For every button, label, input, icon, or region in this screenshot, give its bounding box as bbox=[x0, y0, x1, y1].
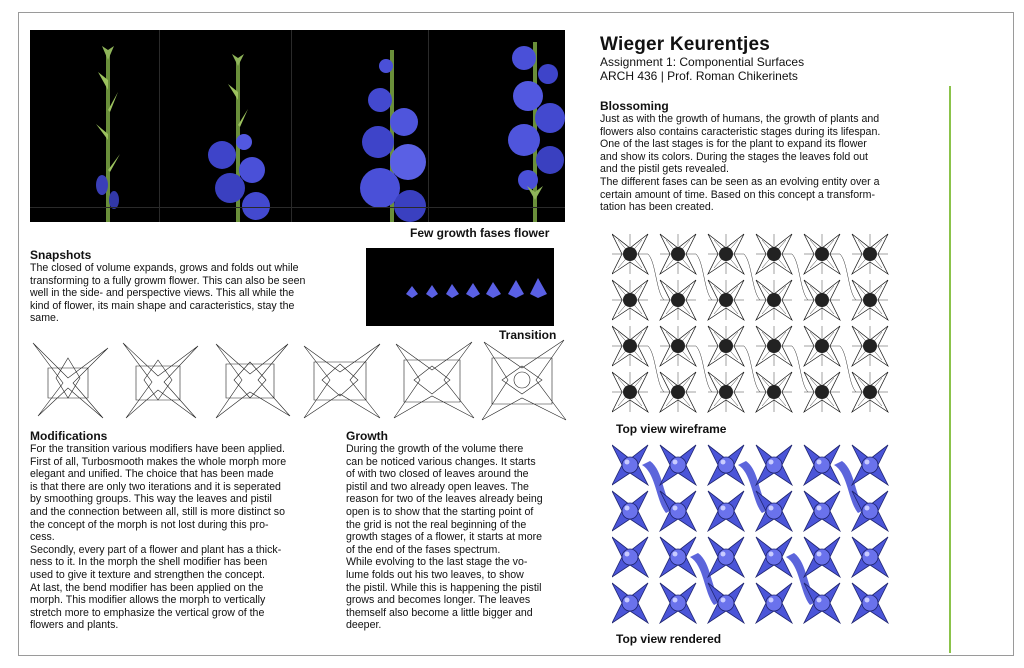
text-line: kind of flower, its main shape and caracteristics, stay the bbox=[30, 299, 295, 312]
text-line: growth stages of a flower, it starts at more bbox=[346, 531, 543, 544]
text-line: tation has been created. bbox=[600, 201, 714, 214]
text-line: morph. This modifier allows the morph to vertically bbox=[30, 594, 266, 607]
growth-caption: Few growth fases flower bbox=[410, 226, 550, 240]
top-view-wireframe bbox=[612, 232, 912, 422]
morph-stage-1 bbox=[33, 343, 108, 418]
text-line: of the end of the fases spectrum. bbox=[346, 543, 501, 556]
text-line: The different fases can be seen as an evolving entity over a bbox=[600, 175, 880, 188]
text-line: cess. bbox=[30, 531, 55, 544]
text-line: While evolving to the last stage the vo- bbox=[346, 556, 528, 569]
photo-guideline bbox=[30, 207, 565, 208]
text-line: the grid is not the real beginning of the bbox=[346, 518, 527, 531]
author-name: Wieger Keurentjes bbox=[600, 34, 771, 55]
text-line: of with two closed of leaves around the bbox=[346, 468, 529, 481]
modifications-heading: Modifications bbox=[30, 429, 108, 443]
text-line: open is to show that the starting point of bbox=[346, 505, 534, 518]
text-line: pistil and two already open leaves. The bbox=[346, 480, 529, 493]
text-line: elegant and unified. The choice that has been made bbox=[30, 468, 274, 481]
text-line: grows and becomes longer. The leaves bbox=[346, 594, 531, 607]
photo-divider bbox=[159, 30, 160, 222]
photo-divider bbox=[428, 30, 429, 222]
text-line: At last, the bend modifier has been applied on the bbox=[30, 581, 264, 594]
snapshots-text bbox=[30, 262, 350, 325]
snapshots-heading: Snapshots bbox=[30, 248, 92, 262]
growth-heading: Growth bbox=[346, 429, 388, 443]
morph-stage-3 bbox=[216, 344, 290, 418]
text-line: During the growth of the volume there bbox=[346, 443, 524, 455]
text-line: certain amount of time. Based on this concept a transform- bbox=[600, 188, 875, 201]
text-line: is that there are only two iterations and it is seperated bbox=[30, 480, 281, 493]
text-line: can be noticed various changes. It starts bbox=[346, 455, 536, 468]
text-line: and the pistil gets revealed. bbox=[600, 163, 729, 176]
modifications-text bbox=[30, 443, 330, 632]
morph-stage-2 bbox=[123, 343, 198, 418]
text-line: the concept of the morph is not lost during this pro- bbox=[30, 518, 269, 531]
text-line: Secondly, every part of a flower and plant has a thick- bbox=[30, 543, 282, 556]
text-line: reason for two of the leaves already being bbox=[346, 493, 543, 506]
course-info: ARCH 436 | Prof. Roman Chikerinets bbox=[600, 69, 798, 83]
text-line: ness to it. In the morph the shell modifier has been bbox=[30, 556, 268, 569]
transition-caption: Transition bbox=[499, 328, 557, 342]
text-line: themself also become a little bigger and bbox=[346, 606, 533, 619]
blossoming-text bbox=[600, 113, 930, 214]
morph-stage-6 bbox=[482, 340, 566, 420]
text-line: well in the side- and perspective views. This all while the bbox=[30, 287, 295, 300]
text-line: One of the last stages is for the plant to expand its flower bbox=[600, 138, 867, 151]
flower-growth-illustration bbox=[30, 30, 565, 222]
transition-image bbox=[366, 248, 554, 326]
text-line: the pistil. While this is happening the pistil bbox=[346, 581, 542, 594]
text-line: The closed of volume expands, grows and folds out while bbox=[30, 262, 299, 274]
text-line: flowers and plants. bbox=[30, 619, 119, 632]
text-line: flowers also contains caracteristic stages during its lifespan. bbox=[600, 125, 881, 138]
text-line: stretch more to emphasize the vertical grow of the bbox=[30, 606, 265, 619]
text-line: lume folds out his two leaves, to show bbox=[346, 568, 524, 581]
transition-sequence-illustration bbox=[366, 248, 554, 326]
text-line: by smoothing groups. This way the leaves and pistil bbox=[30, 493, 272, 506]
growth-text bbox=[346, 443, 576, 632]
top-view-rendered bbox=[612, 443, 912, 633]
assignment-title: Assignment 1: Componential Surfaces bbox=[600, 55, 805, 69]
text-line: deeper. bbox=[346, 619, 382, 632]
text-line: For the transition various modifiers have been applied. bbox=[30, 443, 285, 455]
accent-divider bbox=[949, 86, 951, 653]
blossoming-heading: Blossoming bbox=[600, 99, 669, 113]
flower-growth-photos bbox=[30, 30, 565, 222]
rendered-caption: Top view rendered bbox=[616, 632, 722, 646]
text-line: transforming to a fully growm flower. This can also be seen bbox=[30, 274, 306, 287]
text-line: First of all, Turbosmooth makes the whole morph more bbox=[30, 455, 287, 468]
photo-divider bbox=[291, 30, 292, 222]
text-line: used to give it texture and strengthen the concept. bbox=[30, 568, 265, 581]
morph-sequence-wireframes bbox=[28, 338, 568, 422]
morph-stage-4 bbox=[304, 344, 380, 418]
wireframe-caption: Top view wireframe bbox=[616, 422, 727, 436]
text-line: Just as with the growth of humans, the growth of plants and bbox=[600, 113, 880, 125]
text-line: and the connection between all, still is more distinct so bbox=[30, 505, 285, 518]
text-line: same. bbox=[30, 312, 59, 325]
text-line: and show its colors. During the stages the leaves fold out bbox=[600, 150, 868, 163]
morph-stage-5 bbox=[394, 342, 474, 418]
